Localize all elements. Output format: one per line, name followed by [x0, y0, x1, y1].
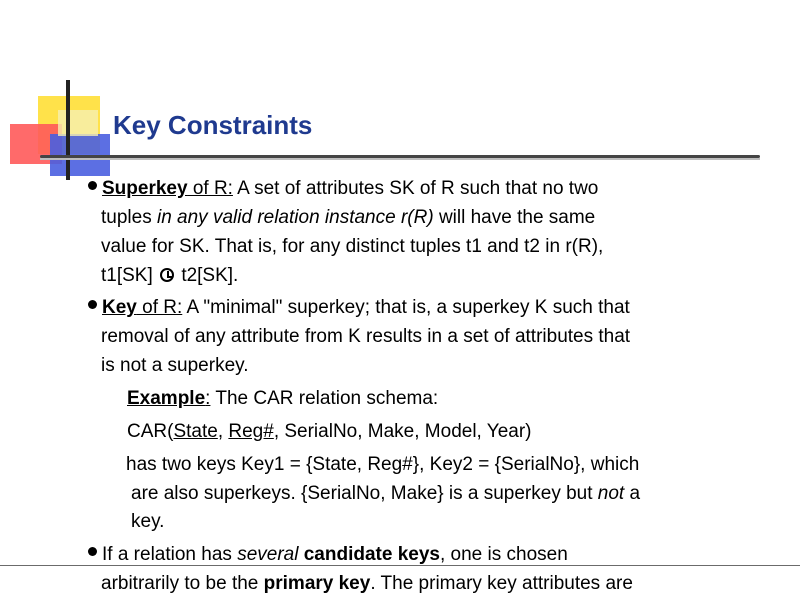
bullet1-line2: tuples in any valid relation instance r(R) will have the same — [101, 207, 596, 228]
bullet-dot — [88, 300, 97, 309]
bullet1-line4: t1[SK] t2[SK]. — [101, 265, 239, 286]
superkey-term: Superkey — [102, 178, 188, 199]
bullet3-line2: arbitrarily to be the primary key. The primary key attributes are — [101, 573, 633, 594]
clock-icon — [160, 268, 174, 282]
bullet-dot — [88, 181, 97, 190]
bullet2-line3: is not a superkey. — [101, 355, 249, 376]
example-line4: are also superkeys. {SerialNo, Make} is a superkey but not a — [131, 483, 641, 504]
bullet1-line1: Superkey of R: A set of attributes SK of R such that no two — [102, 178, 599, 199]
footer-divider — [0, 565, 800, 566]
bullet-dot — [88, 547, 97, 556]
decorative-squares — [0, 80, 120, 180]
key-term: Key — [102, 297, 137, 318]
bullet3-line1: If a relation has several candidate keys, one is chosen — [102, 544, 568, 565]
title-underline-shadow — [40, 158, 760, 160]
bullet2-line2: removal of any attribute from K results in a set of attributes that — [101, 326, 631, 347]
example-line3: has two keys Key1 = {State, Reg#}, Key2 = {SerialNo}, which — [126, 454, 640, 475]
example-line1: Example: The CAR relation schema: — [127, 388, 439, 409]
bullet1-line3: value for SK. That is, for any distinct tuples t1 and t2 in r(R), — [101, 236, 604, 257]
vertical-bar — [66, 80, 70, 180]
example-label: Example — [127, 388, 206, 409]
bullet2-line1: Key of R: A "minimal" superkey; that is, a superkey K such that — [102, 297, 630, 318]
light-square — [58, 110, 98, 136]
slide-title: Key Constraints — [113, 110, 313, 140]
example-line5: key. — [131, 511, 165, 532]
example-line2: CAR(State, Reg#, SerialNo, Make, Model, Year) — [127, 421, 532, 442]
